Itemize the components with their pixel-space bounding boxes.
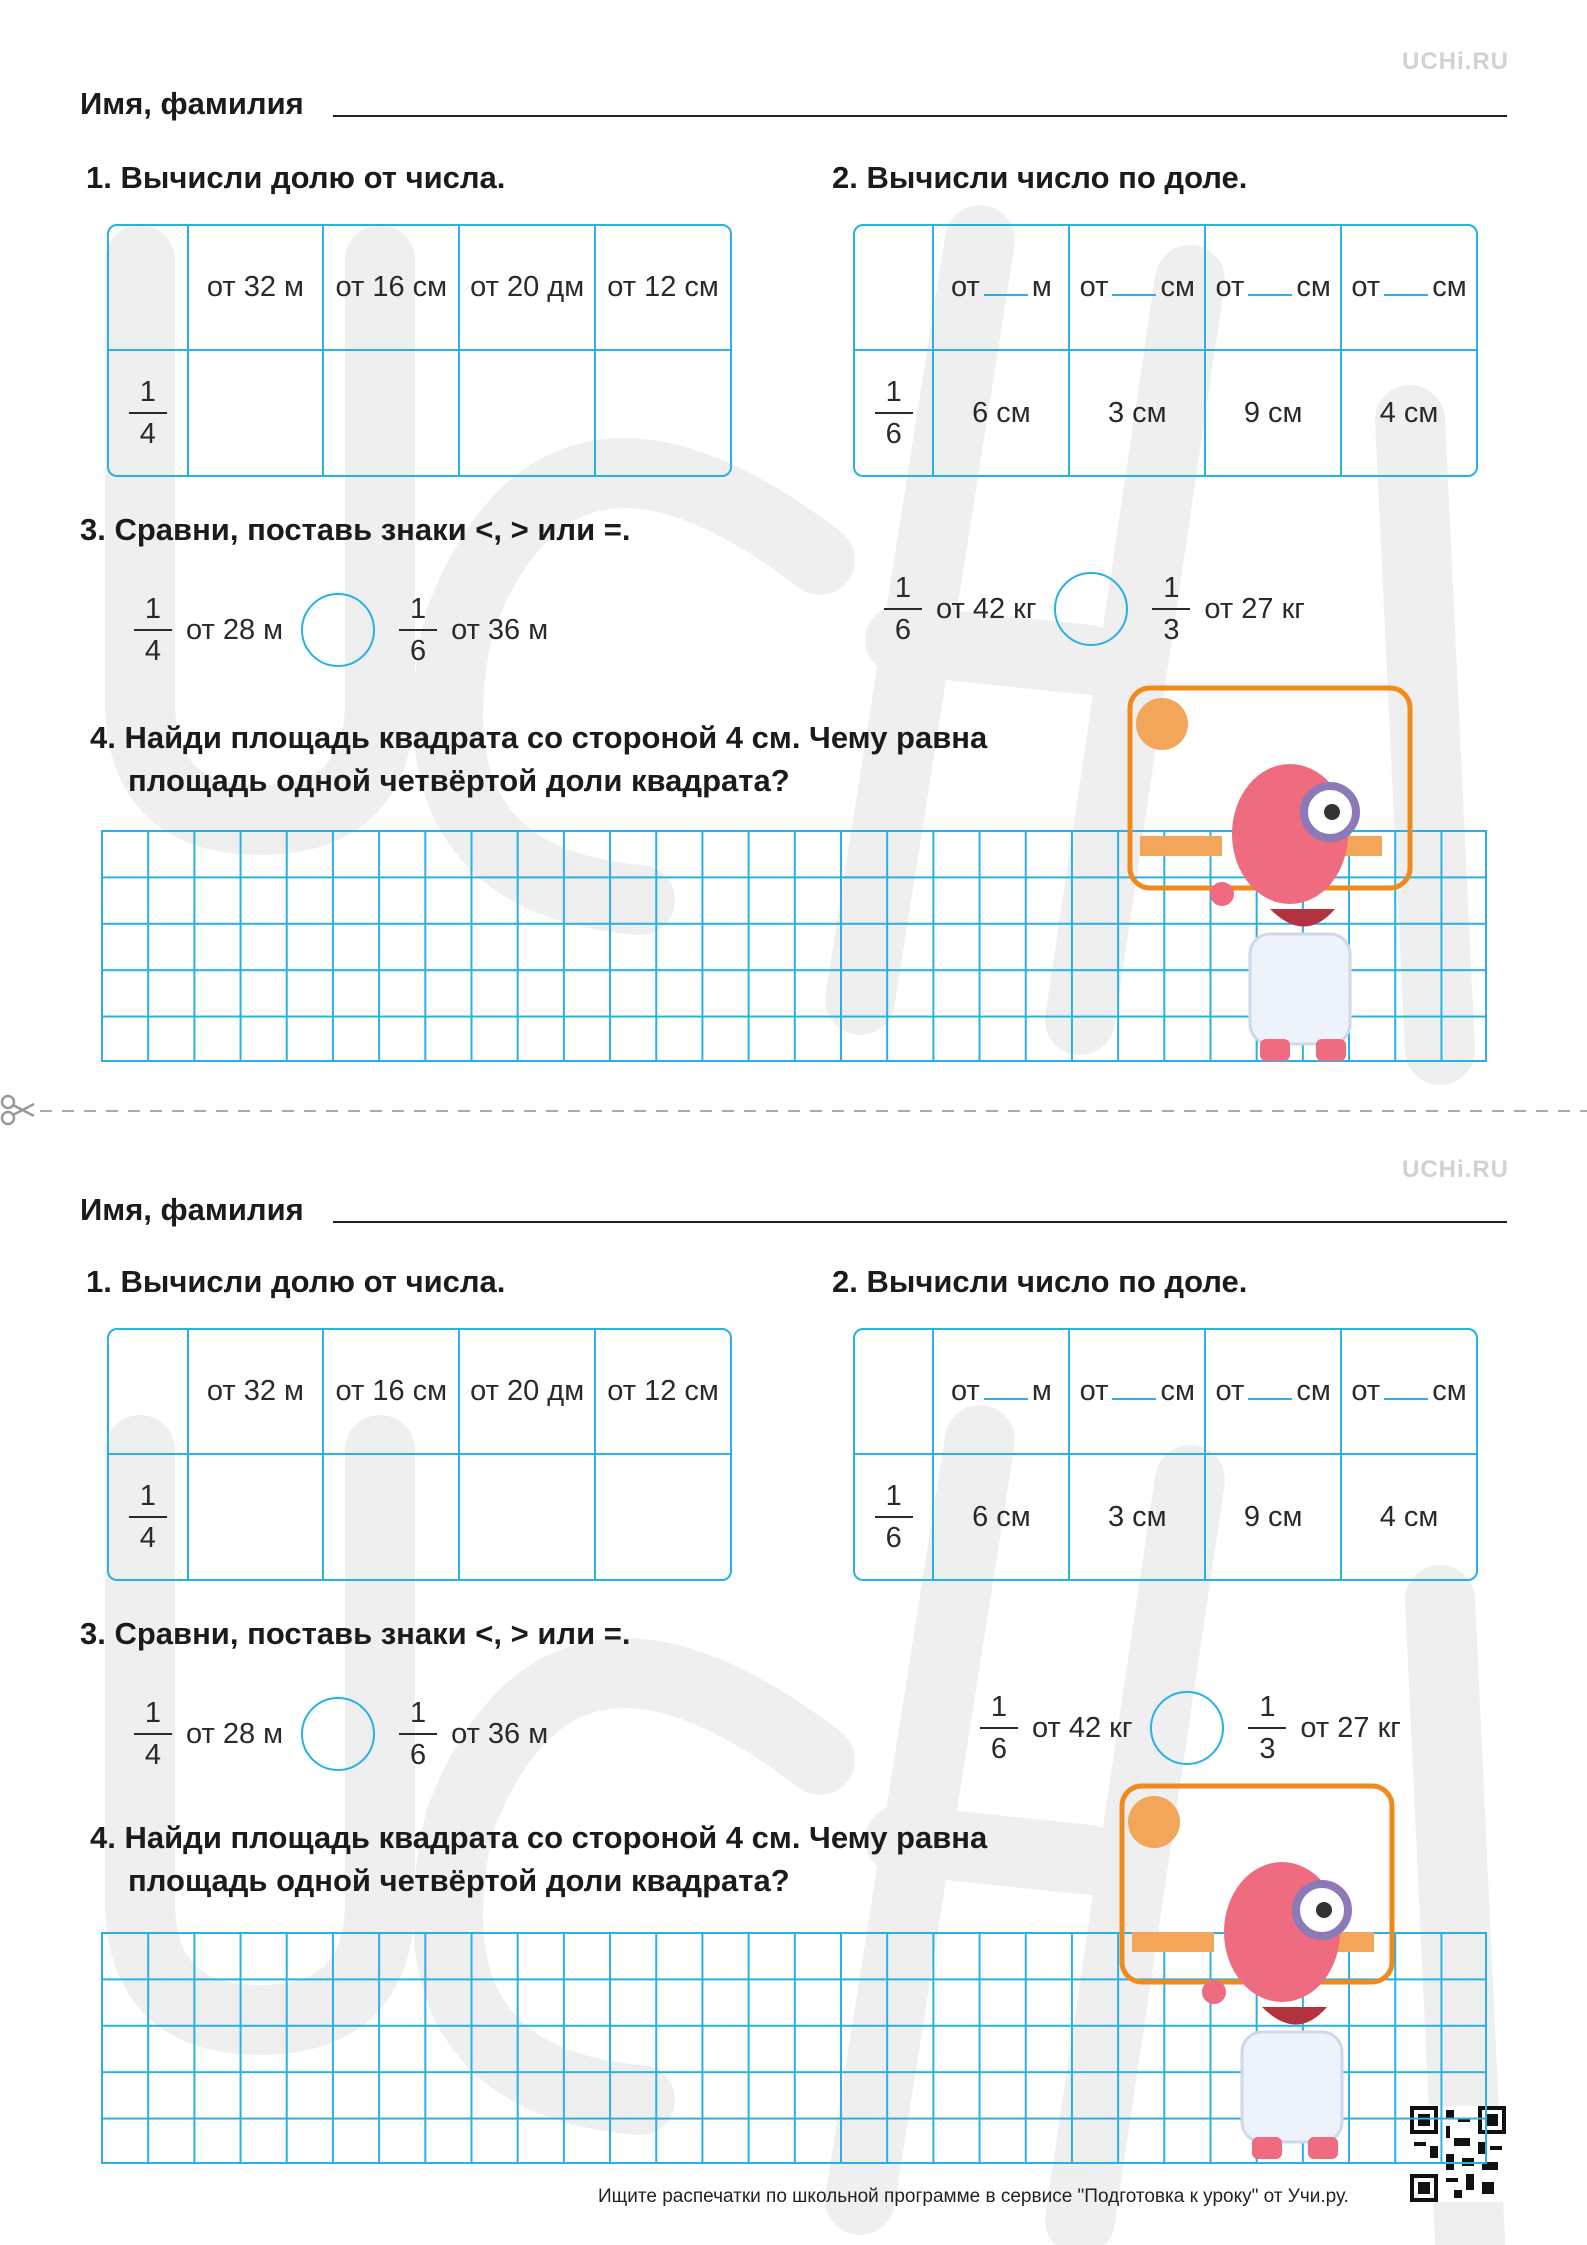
task3-title: 3. Сравни, поставь знаки <, > или =. xyxy=(80,1616,631,1651)
blank-field[interactable] xyxy=(1384,1378,1428,1400)
task1-header: от 32 м xyxy=(189,1330,325,1455)
compare-circle[interactable] xyxy=(1054,572,1128,646)
compare-text: от 42 кг xyxy=(936,592,1037,625)
numerator: 1 xyxy=(410,1697,427,1729)
header-unit: см xyxy=(1296,271,1331,303)
header-unit: см xyxy=(1432,1375,1467,1407)
name-line[interactable] xyxy=(333,1221,1507,1223)
task2-header xyxy=(1206,1330,1342,1455)
header-unit: см xyxy=(1160,271,1195,303)
task4-line2: площадь одной четвёртой доли квадрата? xyxy=(128,1863,790,1898)
compare-text: от 28 м xyxy=(186,1717,284,1750)
compare-left xyxy=(134,1696,566,1772)
header-prefix: от xyxy=(951,1375,980,1407)
answer-cell[interactable] xyxy=(460,1455,596,1579)
answer-cell[interactable] xyxy=(596,351,730,475)
value-cell: 4 см xyxy=(1379,1500,1439,1533)
task1-title: 1. Вычисли долю от числа. xyxy=(86,160,506,195)
blank-field[interactable] xyxy=(1112,1378,1156,1400)
task1-header: от 12 см xyxy=(596,226,730,351)
compare-text: от 36 м xyxy=(451,1717,549,1750)
denominator: 6 xyxy=(885,1522,902,1554)
task2-header xyxy=(1070,226,1206,351)
denominator: 6 xyxy=(410,635,427,667)
compare-right xyxy=(980,1690,1419,1766)
blank-field[interactable] xyxy=(1248,1378,1292,1400)
numerator: 1 xyxy=(1259,1691,1276,1723)
task2-header xyxy=(1206,226,1342,351)
blank-field[interactable] xyxy=(1248,274,1292,296)
numerator: 1 xyxy=(885,1480,902,1512)
header-prefix: от xyxy=(951,271,980,303)
task2-title: 2. Вычисли число по доле. xyxy=(832,160,1248,195)
table-corner xyxy=(855,226,934,351)
task1-header: от 20 дм xyxy=(460,1330,596,1455)
answer-cell[interactable] xyxy=(324,351,460,475)
denominator: 4 xyxy=(144,635,162,667)
blank-field[interactable] xyxy=(984,1378,1028,1400)
table-corner xyxy=(109,1330,189,1455)
header-prefix: от xyxy=(1351,271,1381,303)
header-prefix: от xyxy=(1215,1375,1245,1407)
task1-header: от 16 см xyxy=(324,226,460,351)
name-label: Имя, фамилия xyxy=(80,1192,304,1227)
denominator: 4 xyxy=(144,1739,162,1771)
answer-cell[interactable] xyxy=(596,1455,730,1579)
table-corner xyxy=(109,226,189,351)
brand-logo: UCHi.RU xyxy=(1402,48,1509,75)
numerator: 1 xyxy=(885,376,902,408)
answer-cell[interactable] xyxy=(189,1455,325,1579)
task4-line1: 4. Найди площадь квадрата со стороной 4 см. Чему равна xyxy=(90,1820,988,1855)
brand-logo: UCHi.RU xyxy=(1402,1156,1509,1183)
answer-cell[interactable] xyxy=(189,351,325,475)
task1-table xyxy=(107,1328,732,1581)
task1-table xyxy=(107,224,732,477)
numerator: 1 xyxy=(144,1697,162,1729)
denominator: 3 xyxy=(1163,614,1180,646)
name-line[interactable] xyxy=(333,115,1507,117)
denominator: 3 xyxy=(1259,1733,1276,1765)
task1-header: от 12 см xyxy=(596,1330,730,1455)
numerator: 1 xyxy=(894,572,912,604)
numerator: 1 xyxy=(144,593,162,625)
denominator: 4 xyxy=(139,1522,156,1554)
task2-fraction xyxy=(855,351,934,475)
value-cell: 4 см xyxy=(1379,396,1439,429)
header-unit: м xyxy=(1031,1375,1052,1407)
task2-header xyxy=(1342,226,1476,351)
dino-teacher-illustration xyxy=(1112,1782,1412,2162)
value-cell: 6 см xyxy=(934,351,1070,475)
numerator: 1 xyxy=(139,376,156,408)
compare-text: от 28 м xyxy=(186,613,284,646)
header-unit: см xyxy=(1160,1375,1195,1407)
dino-teacher-illustration xyxy=(1120,684,1420,1064)
compare-text: от 27 кг xyxy=(1300,1711,1401,1744)
header-prefix: от xyxy=(1215,271,1245,303)
task3-title: 3. Сравни, поставь знаки <, > или =. xyxy=(80,512,631,547)
task2-header xyxy=(1070,1330,1206,1455)
task4-line2: площадь одной четвёртой доли квадрата? xyxy=(128,763,790,798)
task2-header xyxy=(934,226,1070,351)
task2-fraction xyxy=(855,1455,934,1579)
header-unit: м xyxy=(1031,271,1052,303)
header-unit: см xyxy=(1432,271,1467,303)
footer-text: Ищите распечатки по школьной программе в сервисе "Подготовка к уроку" от Учи.ру. xyxy=(598,2186,1349,2207)
task2-title: 2. Вычисли число по доле. xyxy=(832,1264,1248,1299)
compare-left xyxy=(134,592,566,668)
blank-field[interactable] xyxy=(1384,274,1428,296)
header-prefix: от xyxy=(1079,1375,1109,1407)
task4-text xyxy=(90,1816,987,1902)
denominator: 6 xyxy=(990,1733,1008,1765)
value-cell: 3 см xyxy=(1070,351,1206,475)
table-corner xyxy=(855,1330,934,1455)
numerator: 1 xyxy=(990,1691,1008,1723)
value-cell: 9 см xyxy=(1206,1455,1342,1579)
worksheet-bottom xyxy=(0,1104,1587,2209)
value-cell: 9 см xyxy=(1206,351,1342,475)
task2-table xyxy=(853,224,1478,477)
compare-text: от 27 кг xyxy=(1204,592,1305,625)
task2-table xyxy=(853,1328,1478,1581)
denominator: 6 xyxy=(410,1739,427,1771)
value-cell: 6 см xyxy=(934,1455,1070,1579)
answer-cell[interactable] xyxy=(460,351,596,475)
task1-header: от 16 см xyxy=(324,1330,460,1455)
task2-header xyxy=(934,1330,1070,1455)
compare-circle[interactable] xyxy=(301,593,375,667)
blank-field[interactable] xyxy=(1112,274,1156,296)
numerator: 1 xyxy=(1163,572,1180,604)
task1-header: от 20 дм xyxy=(460,226,596,351)
task4-text xyxy=(90,716,987,802)
task4-line1: 4. Найди площадь квадрата со стороной 4 см. Чему равна xyxy=(90,720,988,755)
value-cell: 3 см xyxy=(1070,1455,1206,1579)
numerator: 1 xyxy=(139,1480,156,1512)
task2-header xyxy=(1342,1330,1476,1455)
compare-right xyxy=(884,571,1323,647)
blank-field[interactable] xyxy=(984,274,1028,296)
denominator: 6 xyxy=(885,418,902,450)
header-unit: см xyxy=(1296,1375,1331,1407)
answer-cell[interactable] xyxy=(324,1455,460,1579)
name-label: Имя, фамилия xyxy=(80,86,304,121)
denominator: 4 xyxy=(139,418,156,450)
task1-fraction xyxy=(109,351,189,475)
header-prefix: от xyxy=(1351,1375,1381,1407)
header-prefix: от xyxy=(1079,271,1109,303)
compare-circle[interactable] xyxy=(1150,1691,1224,1765)
compare-circle[interactable] xyxy=(301,1697,375,1771)
compare-text: от 42 кг xyxy=(1032,1711,1133,1744)
compare-text: от 36 м xyxy=(451,613,549,646)
worksheet-top xyxy=(0,0,1587,1105)
task1-header: от 32 м xyxy=(189,226,325,351)
denominator: 6 xyxy=(894,614,912,646)
numerator: 1 xyxy=(410,593,427,625)
task1-fraction xyxy=(109,1455,189,1579)
task1-title: 1. Вычисли долю от числа. xyxy=(86,1264,506,1299)
